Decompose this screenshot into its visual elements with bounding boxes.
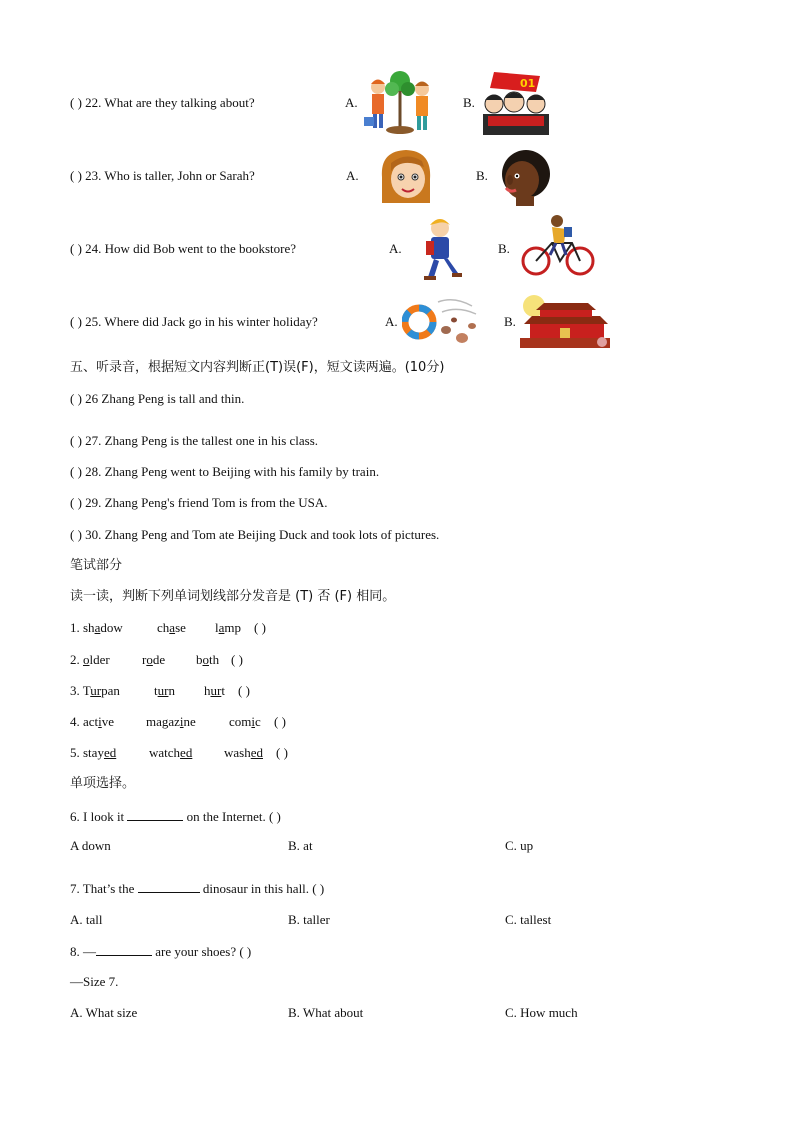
girl-face-illustration	[376, 147, 436, 205]
beach-illustration	[402, 294, 478, 348]
question-25: ( ) 25. Where did Jack go in his winter holiday?	[70, 314, 318, 329]
tf-item-26: ( ) 26 Zhang Peng is tall and thin.	[70, 391, 245, 406]
boy-face-illustration	[496, 148, 552, 206]
mc-8-option-b[interactable]: B. What about	[288, 1005, 364, 1020]
boy-walking-illustration	[420, 215, 462, 283]
option-a-label: A.	[346, 168, 359, 183]
option-a-label: A.	[389, 241, 402, 256]
mc-section-title: 单项选择。	[70, 776, 136, 791]
answer-blank[interactable]	[127, 808, 183, 821]
section-5-title: 五、听录音，根据短文内容判断正(T)误(F)，短文读两遍。(10分)	[70, 360, 445, 375]
question-23: ( ) 23. Who is taller, John or Sarah?	[70, 168, 255, 183]
option-b-label: B.	[504, 314, 516, 329]
mc-7-option-c[interactable]: C. tallest	[505, 912, 552, 927]
tf-item-30: ( ) 30. Zhang Peng and Tom ate Beijing Duck and took lots of pictures.	[70, 527, 440, 542]
mc-question-6: 6. I look it on the Internet. ( )	[70, 809, 281, 824]
tf-item-27: ( ) 27. Zhang Peng is the tallest one in his class.	[70, 433, 319, 448]
written-section-title: 笔试部分	[70, 558, 123, 573]
question-22: ( ) 22. What are they talking about?	[70, 95, 255, 110]
phonics-instructions: 读一读，判断下列单词划线部分发音是 (T) 否 (F) 相同。	[70, 589, 396, 604]
tf-item-28: ( ) 28. Zhang Peng went to Beijing with his family by train.	[70, 464, 380, 479]
mc-question-8: 8. — are your shoes? ( )	[70, 944, 252, 959]
mc-6-option-c[interactable]: C. up	[505, 838, 534, 853]
tiananmen-illustration	[520, 294, 610, 348]
phonics-row-1: 1. shadow chase lamp ( )	[70, 620, 266, 635]
mc-7-option-a[interactable]: A. tall	[70, 912, 103, 927]
planting-trees-illustration	[360, 67, 440, 135]
phonics-row-2: 2. older rode both ( )	[70, 652, 243, 667]
mc-6-option-a[interactable]: A down	[70, 838, 111, 853]
phonics-row-4: 4. active magazine comic ( )	[70, 714, 286, 729]
cycling-illustration	[520, 213, 596, 277]
option-a-label: A.	[345, 95, 358, 110]
answer-blank[interactable]	[96, 943, 152, 956]
option-b-label: B.	[476, 168, 488, 183]
mc-8-option-c[interactable]: C. How much	[505, 1005, 578, 1020]
mc-6-option-b[interactable]: B. at	[288, 838, 313, 853]
option-b-label: B.	[463, 95, 475, 110]
option-b-label: B.	[498, 241, 510, 256]
answer-blank[interactable]	[138, 880, 200, 893]
mc-8-answer-line: —Size 7.	[70, 974, 119, 989]
national-day-illustration	[480, 70, 552, 135]
mc-question-7: 7. That’s the dinosaur in this hall. ( )	[70, 881, 325, 896]
phonics-row-5: 5. stayed watched washed ( )	[70, 745, 288, 760]
svg-text:01: 01	[520, 77, 536, 90]
option-a-label: A.	[385, 314, 398, 329]
tf-item-29: ( ) 29. Zhang Peng's friend Tom is from the USA.	[70, 495, 328, 510]
mc-7-option-b[interactable]: B. taller	[288, 912, 330, 927]
question-24: ( ) 24. How did Bob went to the bookstore?	[70, 241, 297, 256]
phonics-row-3: 3. Turpan turn hurt ( )	[70, 683, 250, 698]
mc-8-option-a[interactable]: A. What size	[70, 1005, 138, 1020]
